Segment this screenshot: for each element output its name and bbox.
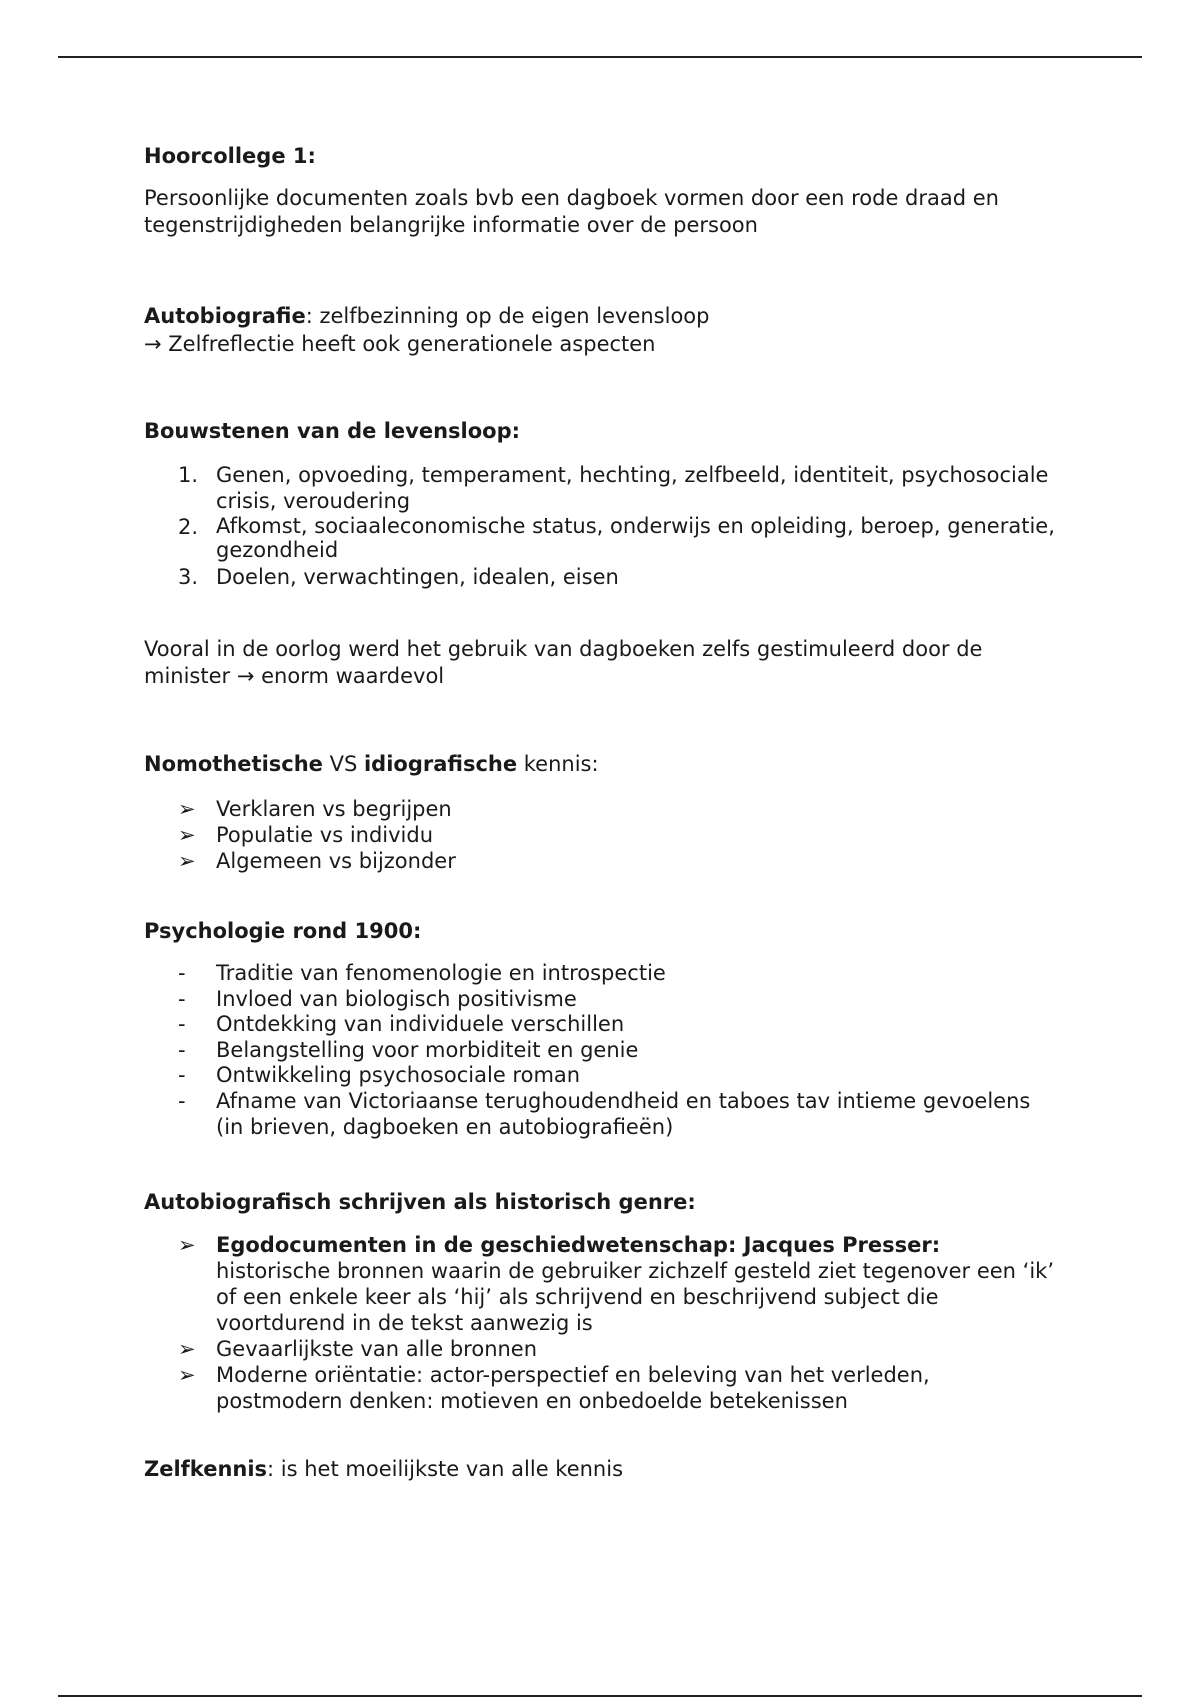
list-item-text: Verklaren vs begrijpen	[216, 797, 452, 821]
autobiografie-rest: : zelfbezinning op de eigen levensloop	[305, 304, 710, 328]
arrowhead-bullet-icon: ➢	[178, 1233, 196, 1257]
psychologie-list	[178, 961, 1058, 1140]
autobiografie-arrow-line: → Zelfreflectie heeft ook generationele aspecten	[144, 332, 656, 356]
paragraph-persoonlijke-documenten: Persoonlijke documenten zoals bvb een dagboek vormen door een rode draad en tegenstrijdigheden belangrijke informatie over de persoon	[144, 186, 999, 237]
dash-bullet: -	[178, 1012, 186, 1037]
footer-rule	[58, 1695, 1142, 1697]
autobiografie-definition	[144, 303, 1064, 330]
arrowhead-bullet-icon: ➢	[178, 823, 196, 847]
list-item-text: Gevaarlijkste van alle bronnen	[216, 1337, 538, 1361]
zelfkennis-term: Zelfkennis	[144, 1457, 268, 1481]
list-item	[178, 987, 1058, 1013]
list-item	[178, 564, 1058, 591]
dash-bullet: -	[178, 961, 186, 985]
kennis-list	[178, 796, 1058, 874]
vs-text: VS	[322, 752, 364, 776]
list-item-text: historische bronnen waarin de gebruiker zichzelf gesteld ziet tegenover een ‘ik’ of een enkele keer als ‘hij’ als schrijvend en beschrijvend subject die voortdurend in de tekst aanwezig is	[216, 1259, 1055, 1335]
header-rule	[58, 56, 1142, 58]
list-number: 2.	[178, 515, 199, 539]
list-item-text: Invloed van biologisch positivisme	[216, 986, 577, 1011]
heading-psychologie: Psychologie rond 1900:	[144, 919, 422, 943]
list-item	[178, 514, 1058, 564]
arrowhead-bullet-icon: ➢	[178, 1337, 196, 1361]
list-item	[178, 1336, 1058, 1362]
list-item	[178, 1038, 1058, 1064]
list-item-text: Afkomst, sociaaleconomische status, onderwijs en opleiding, beroep, generatie, gezondheid	[216, 514, 1055, 562]
dash-bullet: -	[178, 1088, 186, 1113]
list-item	[178, 1012, 1058, 1038]
list-item-text: Traditie van fenomenologie en introspectie	[216, 961, 666, 985]
list-item-text: Populatie vs individu	[216, 823, 434, 847]
autobiografie-term: Autobiografie	[144, 304, 306, 328]
nomothetische-term: Nomothetische	[144, 752, 323, 776]
list-item-text: Algemeen vs bijzonder	[216, 849, 456, 873]
list-item-text: Ontdekking van individuele verschillen	[216, 1012, 625, 1037]
list-item	[178, 961, 1058, 987]
list-item	[178, 848, 1058, 874]
list-item-text: Belangstelling voor morbiditeit en genie	[216, 1037, 639, 1062]
list-item-text: Afname van Victoriaanse terughoudendheid en taboes tav intieme gevoelens (in brieven, dagboeken en autobiografieën)	[216, 1088, 1031, 1139]
list-item-text: Genen, opvoeding, temperament, hechting, zelfbeeld, identiteit, psychosociale crisis, veroudering	[216, 463, 1049, 513]
list-item-text: Moderne oriëntatie: actor-perspectief en beleving van het verleden, postmodern denken: motieven en onbedoelde betekenissen	[216, 1363, 930, 1413]
list-number: 1.	[178, 463, 199, 487]
list-number: 3.	[178, 565, 199, 589]
dash-bullet: -	[178, 986, 186, 1011]
genre-list	[178, 1232, 1058, 1414]
arrowhead-bullet-icon: ➢	[178, 849, 196, 873]
heading-bouwstenen: Bouwstenen van de levensloop:	[144, 419, 521, 443]
list-item	[178, 1362, 1058, 1414]
list-item-text: Doelen, verwachtingen, idealen, eisen	[216, 565, 619, 589]
arrowhead-bullet-icon: ➢	[178, 1363, 196, 1387]
bouwstenen-list	[178, 462, 1058, 591]
zelfkennis-rest: : is het moeilijkste van alle kennis	[267, 1457, 624, 1481]
arrowhead-bullet-icon: ➢	[178, 797, 196, 821]
list-item	[178, 1063, 1058, 1089]
kennis-heading	[144, 751, 1064, 778]
list-item	[178, 822, 1058, 848]
dash-bullet: -	[178, 1063, 186, 1088]
list-item	[178, 462, 1058, 514]
heading-hoorcollege: Hoorcollege 1:	[144, 144, 316, 168]
heading-autobiografisch-genre: Autobiografisch schrijven als historisch genre:	[144, 1190, 696, 1214]
egodocumenten-heading: Egodocumenten in de geschiedwetenschap: Jacques Presser:	[216, 1233, 941, 1257]
dash-bullet: -	[178, 1037, 186, 1062]
kennis-rest: kennis:	[517, 752, 599, 776]
list-item-text: Ontwikkeling psychosociale roman	[216, 1063, 581, 1088]
idiografische-term: idiografische	[363, 752, 518, 776]
zelfkennis-definition	[144, 1456, 1064, 1483]
list-item	[178, 1089, 1058, 1140]
list-item	[178, 1232, 1058, 1336]
list-item	[178, 796, 1058, 822]
paragraph-oorlog-dagboeken: Vooral in de oorlog werd het gebruik van dagboeken zelfs gestimuleerd door de minister → enorm waardevol	[144, 637, 983, 688]
